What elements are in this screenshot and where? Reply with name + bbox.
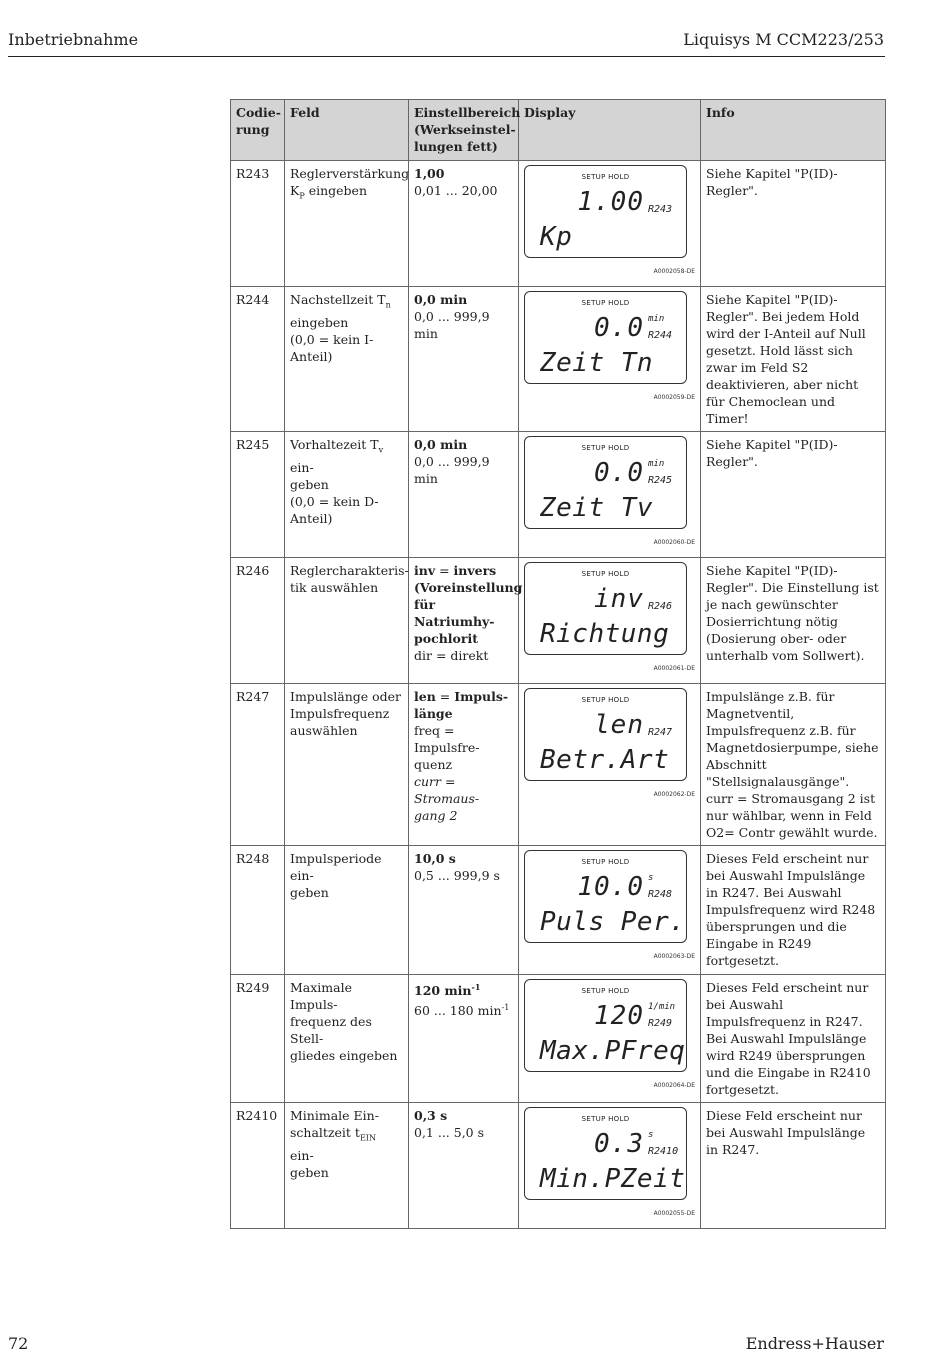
info-cell: Siehe Kapitel "P(ID)-Regler". Bei jedem Hold wird der I-Anteil auf Null gesetzt. Hold lässt sich zwar im Feld S2 deaktivieren, aber nicht für Chemoclean und Timer! [701, 287, 886, 432]
image-id: A0002064-DE [653, 1082, 695, 1089]
lcd-display [524, 979, 687, 1072]
range-cell: inv = invers (Voreinstellung für Natriumhy- pochlorit dir = direkt [409, 558, 519, 684]
image-id: A0002062-DE [653, 791, 695, 798]
column-header-display: Display [519, 100, 701, 161]
image-id: A0002060-DE [653, 539, 695, 546]
display-cell [519, 684, 701, 846]
lcd-display [524, 436, 687, 529]
code-cell: R247 [231, 684, 285, 846]
display-cell [519, 161, 701, 287]
field-cell: Minimale Ein- schaltzeit $t_{EIN}$ ein- geben [285, 1103, 409, 1229]
lcd-text: Max.PFreq [540, 1036, 686, 1066]
info-cell: Dieses Feld erscheint nur bei Auswahl Impulsfrequenz in R247. Bei Auswahl Impulslänge wird R249 übersprungen und die Eingabe in R2410 fortgesetzt. [701, 975, 886, 1103]
field-cell: Maximale Impuls- frequenz des Stell- gliedes eingeben [285, 975, 409, 1103]
code-cell: R2410 [231, 1103, 285, 1229]
lcd-code: R245 [648, 475, 673, 486]
image-id: A0002058-DE [653, 268, 695, 275]
range-cell: 0,0 min 0,0 ... 999,9 min [409, 287, 519, 432]
info-cell: Siehe Kapitel "P(ID)-Regler". Die Einstellung ist je nach gewünschter Dosierrichtung nötig (Dosierung ober- oder unterhalb vom Sollwert). [701, 558, 886, 684]
range-cell: len = Impuls- länge freq = Impulsfre- quenz curr = Stromaus- gang 2 [409, 684, 519, 846]
lcd-code: R249 [648, 1018, 673, 1029]
table-row [231, 558, 886, 684]
lcd-display [524, 1107, 687, 1200]
image-id: A0002059-DE [653, 394, 695, 401]
display-cell [519, 975, 701, 1103]
lcd-text: Betr.Art [540, 745, 670, 775]
field-cell: Reglercharakteris- tik auswählen [285, 558, 409, 684]
display-cell [519, 432, 701, 558]
column-header-code: Codie- rung [231, 100, 285, 161]
code-cell: R249 [231, 975, 285, 1103]
field-cell: Impulslänge oder Impulsfrequenz auswählen [285, 684, 409, 846]
info-cell: Siehe Kapitel "P(ID)-Regler". [701, 161, 886, 287]
lcd-unit: min [648, 314, 665, 324]
code-cell: R245 [231, 432, 285, 558]
footer-brand: Endress+Hauser [745, 1334, 884, 1353]
range-cell: 10,0 s 0,5 ... 999,9 s [409, 846, 519, 975]
info-cell: Diese Feld erscheint nur bei Auswahl Impulslänge in R247. [701, 1103, 886, 1229]
lcd-status: SETUP HOLD [581, 570, 630, 578]
code-cell: R243 [231, 161, 285, 287]
display-cell [519, 1103, 701, 1229]
lcd-status: SETUP HOLD [581, 858, 630, 866]
lcd-code: R247 [648, 727, 673, 738]
lcd-status: SETUP HOLD [581, 1115, 630, 1123]
info-cell: Siehe Kapitel "P(ID)-Regler". [701, 432, 886, 558]
lcd-unit: 1/min [648, 1002, 676, 1012]
lcd-code: R243 [648, 204, 673, 215]
lcd-code: R2410 [648, 1146, 679, 1157]
lcd-unit: s [648, 1130, 654, 1140]
running-header-section: Inbetriebnahme [8, 30, 139, 49]
display-cell [519, 558, 701, 684]
lcd-text: Puls Per. [540, 907, 686, 937]
field-cell: Nachstellzeit $T_n$ eingeben (0,0 = kein I- Anteil) [285, 287, 409, 432]
lcd-display [524, 165, 687, 258]
page-number: 72 [8, 1334, 29, 1353]
lcd-display [524, 562, 687, 655]
column-header-field: Feld [285, 100, 409, 161]
range-cell: 0,0 min 0,0 ... 999,9 min [409, 432, 519, 558]
field-cell: Reglerverstärkung $K_P$ eingeben [285, 161, 409, 287]
image-id: A0002061-DE [653, 665, 695, 672]
field-cell: Impulsperiode ein- geben [285, 846, 409, 975]
lcd-value: 0.0 [594, 313, 644, 343]
lcd-code: R246 [648, 601, 673, 612]
lcd-display [524, 291, 687, 384]
column-header-range: Einstellbereich (Werkseinstel- lungen fett) [409, 100, 519, 161]
lcd-code: R248 [648, 889, 673, 900]
code-cell: R248 [231, 846, 285, 975]
lcd-code: R244 [648, 330, 673, 341]
parameter-table [230, 99, 886, 1229]
lcd-value: len [594, 710, 644, 740]
image-id: A0002055-DE [653, 1210, 695, 1217]
display-cell [519, 287, 701, 432]
table-row [231, 432, 886, 558]
lcd-status: SETUP HOLD [581, 696, 630, 704]
lcd-value: 0.0 [594, 458, 644, 488]
lcd-unit: s [648, 873, 654, 883]
lcd-value: 10.0 [577, 872, 644, 902]
range-cell: 0,3 s 0,1 ... 5,0 s [409, 1103, 519, 1229]
lcd-text: Min.PZeit [540, 1164, 686, 1194]
table-row [231, 975, 886, 1103]
running-header-product: Liquisys M CCM223/253 [683, 30, 884, 49]
lcd-status: SETUP HOLD [581, 299, 630, 307]
lcd-status: SETUP HOLD [581, 444, 630, 452]
code-cell: R246 [231, 558, 285, 684]
lcd-text: Zeit Tv [540, 493, 654, 523]
lcd-status: SETUP HOLD [581, 173, 630, 181]
range-cell: 120 $\min^{-1}$ 60 ... 180 $\min^{-1}$ [409, 975, 519, 1103]
range-cell: 1,00 0,01 ... 20,00 [409, 161, 519, 287]
field-cell: Vorhaltezeit $T_v$ ein- geben (0,0 = kein D- Anteil) [285, 432, 409, 558]
table-header-row [231, 100, 886, 161]
lcd-text: Richtung [540, 619, 670, 649]
header-rule [8, 56, 885, 57]
lcd-text: Kp [540, 222, 573, 252]
image-id: A0002063-DE [653, 953, 695, 960]
display-cell [519, 846, 701, 975]
code-cell: R244 [231, 287, 285, 432]
column-header-info: Info [701, 100, 886, 161]
table-row [231, 287, 886, 432]
info-cell: Dieses Feld erscheint nur bei Auswahl Impulslänge in R247. Bei Auswahl Impulsfrequenz wird R248 übersprungen und die Eingabe in R249 fortgesetzt. [701, 846, 886, 975]
lcd-status: SETUP HOLD [581, 987, 630, 995]
table-row [231, 161, 886, 287]
table-row [231, 1103, 886, 1229]
lcd-unit: min [648, 459, 665, 469]
table-row [231, 846, 886, 975]
lcd-display [524, 688, 687, 781]
info-cell: Impulslänge z.B. für Magnetventil, Impulsfrequenz z.B. für Magnetdosierpumpe, siehe Abschnitt "Stellsignalausgänge". curr = Stromausgang 2 ist nur wählbar, wenn in Feld O2= Contr gewählt wurde. [701, 684, 886, 846]
lcd-text: Zeit Tn [540, 348, 654, 378]
lcd-value: 1.00 [577, 187, 644, 217]
lcd-value: 120 [594, 1001, 644, 1031]
table-row [231, 684, 886, 846]
lcd-value: inv [594, 584, 644, 614]
lcd-display [524, 850, 687, 943]
lcd-value: 0.3 [594, 1129, 644, 1159]
